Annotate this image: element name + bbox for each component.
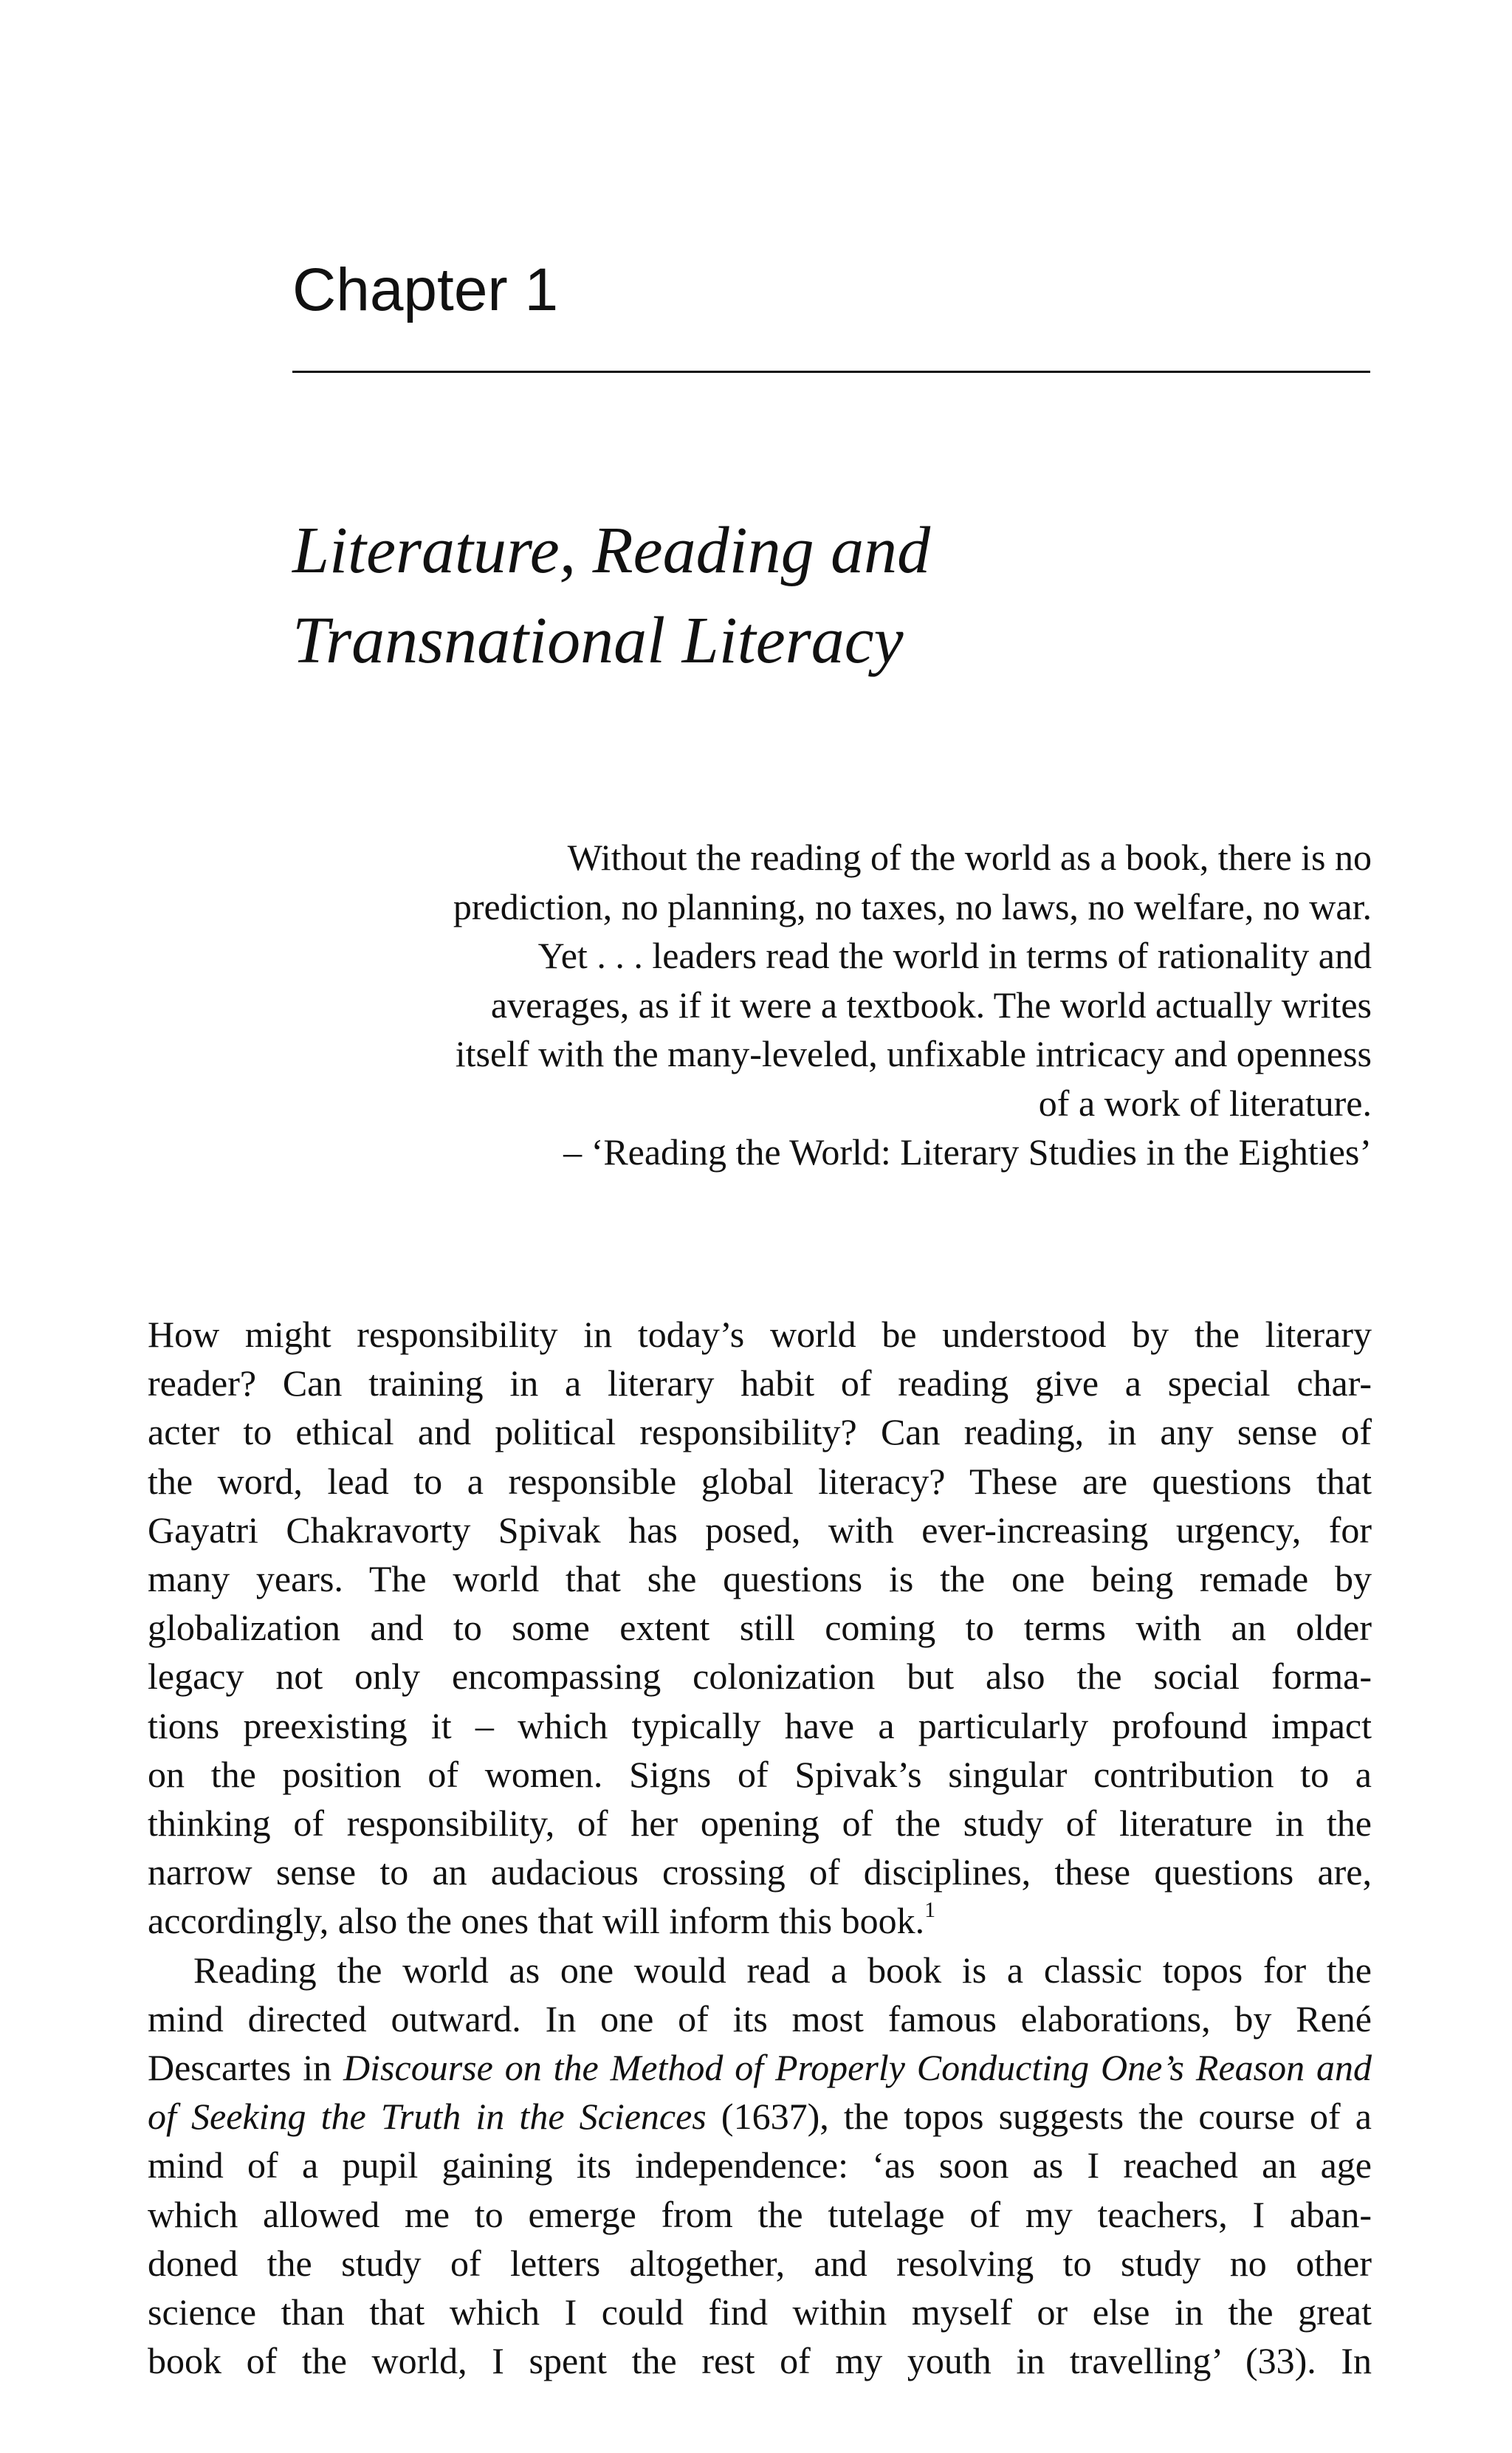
body-line: tions preexisting it – which typically have a particularly profound impact: [148, 1704, 1372, 1746]
body-line: on the position of women. Signs of Spivak’s singular contribution to a: [148, 1753, 1372, 1795]
body-line: thinking of responsibility, of her opening of the study of literature in the: [148, 1802, 1372, 1845]
chapter-rule: [292, 371, 1370, 373]
footnote-reference[interactable]: 1: [924, 1898, 936, 1923]
epigraph-line: itself with the many-leveled, unfixable intricacy and openness: [455, 1033, 1372, 1074]
body-line: How might responsibility in today’s world be understood by the literary: [148, 1314, 1372, 1355]
body-line: mind directed outward. In one of its most famous elaborations, by René: [148, 1997, 1372, 2039]
book-title-italic: Discourse on the Method of Properly Conducting One’s Reason and: [343, 2047, 1372, 2089]
body-line: reader? Can training in a literary habit of reading give a special char-: [148, 1362, 1372, 1404]
body-text: [148, 1310, 1372, 2385]
body-line: narrow sense to an audacious crossing of disciplines, these questions are,: [148, 1851, 1372, 1893]
body-line: which allowed me to emerge from the tutelage of my teachers, I aban-: [148, 2193, 1372, 2235]
epigraph-line: prediction, no planning, no taxes, no laws, no welfare, no war.: [453, 885, 1372, 927]
chapter-title: [292, 506, 1370, 686]
body-line-text: (1637), the topos suggests the course of a: [706, 2096, 1372, 2138]
epigraph: [310, 833, 1372, 1177]
body-line: globalization and to some extent still coming to terms with an older: [148, 1607, 1372, 1649]
body-line: many years. The world that she questions is the one being remade by: [148, 1558, 1372, 1600]
chapter-title-line: Literature, Reading and: [292, 514, 931, 587]
body-line: the word, lead to a responsible global literacy? These are questions that: [148, 1460, 1372, 1502]
epigraph-line: Yet . . . leaders read the world in terms of rationality and: [537, 935, 1372, 976]
chapter-title-line: Transnational Literacy: [292, 604, 904, 677]
body-line: [148, 2043, 1372, 2092]
body-line: [148, 1896, 1372, 1945]
body-line-text: Descartes in: [148, 2047, 344, 2089]
body-line: book of the world, I spent the rest of my youth in travelling’ (33). In: [148, 2340, 1372, 2382]
body-line: acter to ethical and political responsibility? Can reading, in any sense of: [148, 1411, 1372, 1453]
body-line: doned the study of letters altogether, and resolving to study no other: [148, 2242, 1372, 2284]
body-line: mind of a pupil gaining its independence: ‘as soon as I reached an age: [148, 2144, 1372, 2186]
body-line: science than that which I could find within myself or else in the great: [148, 2291, 1372, 2333]
body-line-text: accordingly, also the ones that will inform this book.: [148, 1900, 925, 1942]
book-title-italic: of Seeking the Truth in the Sciences: [148, 2096, 707, 2138]
chapter-label: Chapter 1: [292, 256, 559, 323]
body-line: Reading the world as one would read a book is a classic topos for the: [193, 1949, 1372, 1991]
body-line: [148, 2092, 1372, 2141]
epigraph-line: Without the reading of the world as a book, there is no: [567, 837, 1372, 878]
body-line: legacy not only encompassing colonization but also the social forma-: [148, 1656, 1372, 1698]
epigraph-line: of a work of literature.: [1038, 1082, 1372, 1124]
epigraph-source: – ‘Reading the World: Literary Studies in the Eighties’: [563, 1131, 1372, 1173]
body-line: Gayatri Chakravorty Spivak has posed, with ever-increasing urgency, for: [148, 1509, 1372, 1551]
epigraph-line: averages, as if it were a textbook. The world actually writes: [490, 984, 1372, 1026]
